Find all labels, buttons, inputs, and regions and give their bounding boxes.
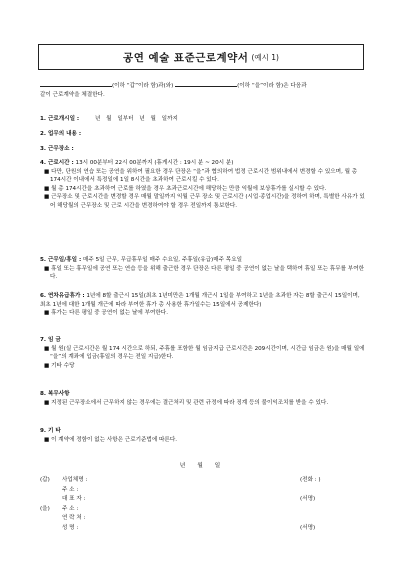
section-4-bullet-1: ■ 다만, 단원의 연습 또는 공연을 위하여 필요한 경우 단장은 “을”과 협의하여 법정 근로시간 범위내에서 변경할 수 있으며, 월 총 174시간 이내에서 특정일에 1일 8시간을 초과하여 근로시킬 수 있다.	[44, 168, 358, 184]
party-b-address-row: (을) 주 소 :	[40, 505, 79, 512]
section-8-bullet-1: ■ 지정된 근무장소에서 근무하지 않는 경우에는 결근처리 및 관련 규정에 따라 징계 등의 불이익조치를 받을 수 있다.	[44, 399, 329, 406]
section-4-label: 4. 근로시간 :	[40, 160, 74, 166]
section-6-bullet-1: ■ 휴가는 다른 평일 중 공연이 없는 날에 부여한다.	[44, 310, 168, 317]
section-7-label: 7. 임 금	[40, 337, 61, 343]
intro-line1-b: (이하 “을”이라 함)은 다음과	[237, 83, 307, 89]
party-a-business-row: (갑) 사업체명 : (전화 : )	[40, 476, 370, 486]
section-6	[40, 292, 365, 318]
title-box	[38, 44, 364, 70]
section-1-text: 년 월 일부터 년 월 일까지	[94, 116, 178, 122]
party-b-blank	[175, 80, 237, 87]
party-a-signature: (서명)	[300, 496, 316, 502]
contract-date: 년 월 일	[179, 463, 221, 469]
party-b-contact-row: 연 락 처 :	[62, 515, 86, 521]
section-7-bullet-1: ■ 기타 수당	[44, 362, 75, 369]
section-4-bullet-2: ■ 월 총 174시간을 초과하여 근로를 하였을 경우 초과근로시간에 해당하는 만큼 익월에 보상휴가를 실시할 수 있다.	[44, 185, 327, 192]
section-3-label: 3. 근무장소 :	[40, 146, 74, 152]
intro-line1-a: (이하 “갑”이라 함)과(와)	[112, 83, 174, 89]
section-6-text: 1년에 8할 출근시 15일(최초 1년미만은 1개월 개근시 1일을 부여하고 1년을 초과한 자는 8할 출근시 15일이며, 최초 1년에 대한 1개월 개근에 따라 부여한 휴가 총 사용한 휴가일수는 15일에서 공제한다)	[40, 293, 360, 308]
signature-block	[40, 476, 370, 533]
party-b-name-row: 성 명 : (서명)	[40, 524, 370, 534]
section-1-label: 1. 근로개시일 :	[40, 116, 80, 122]
section-6-label: 6. 연차유급휴가 :	[40, 293, 85, 299]
party-a-blank	[40, 80, 112, 87]
section-9-label: 9. 기 타	[40, 428, 61, 434]
section-5-label: 5. 근무일/휴일 :	[40, 257, 82, 263]
document-title: 공연 예술 표준근로계약서	[123, 51, 249, 64]
section-9	[40, 427, 365, 444]
section-7	[40, 336, 365, 370]
intro-paragraph	[40, 80, 365, 100]
party-b-signature: (서명)	[300, 524, 316, 531]
section-3	[40, 145, 365, 154]
party-a-phone: (전화 : )	[300, 477, 321, 483]
section-5-text: 매주 5일 근무, 무급휴무일 매주 수요일, 주휴일(유급)매주 목요일	[83, 257, 243, 263]
intro-line2: 같이 근로계약을 체결한다.	[40, 92, 105, 98]
section-8	[40, 390, 365, 407]
section-2-label: 2. 업무의 내용 :	[40, 131, 82, 137]
document-title-sub: (예시 1)	[251, 52, 279, 62]
section-4-bullet-3: ■ 근무장소 및 근로시간을 변경할 경우 매월 말일까지 익월 근무 장소 및 근로시간 (시업·종업시간)을 정하여 하며, 특별한 사유가 있어 해당월의 근무장소 및 근로 시간을 변경하여야 할 경우 전일까지 통보한다.	[44, 194, 365, 209]
section-4	[40, 159, 365, 211]
section-9-bullet-1: ■ 이 계약에 정함이 없는 사항은 근로기준법에 따른다.	[44, 436, 178, 443]
section-7-line-1: ■ 월 원(실 근로시간은 월 174 시간으로 하되, 주휴를 포함한 월 임금지급 근로시간은 209시간이며, 시간급 임금은 원)을 매월 일에 “을”의 계좌에 입금(휴일의 경우는 전일 지급)한다.	[44, 345, 365, 361]
party-a-rep-row: 대 표 자 : (서명)	[40, 495, 370, 505]
section-2	[40, 130, 365, 139]
section-4-text: 13시 00분부터 22시 00분까지 (휴게시간 : 19시 분 ~ 20시 분)	[75, 160, 234, 166]
section-5	[40, 256, 365, 282]
section-8-label: 8. 복무사항	[40, 391, 70, 397]
section-5-bullet-1: ■ 휴일 또는 휴무일에 공연 또는 연습 등을 위해 출근한 경우 단장은 다른 평일 중 공연이 없는 날을 택하여 휴일 또는 휴무를 부여한다.	[44, 265, 365, 281]
section-1	[40, 115, 365, 124]
party-a-address-row: 주 소 :	[62, 486, 79, 493]
